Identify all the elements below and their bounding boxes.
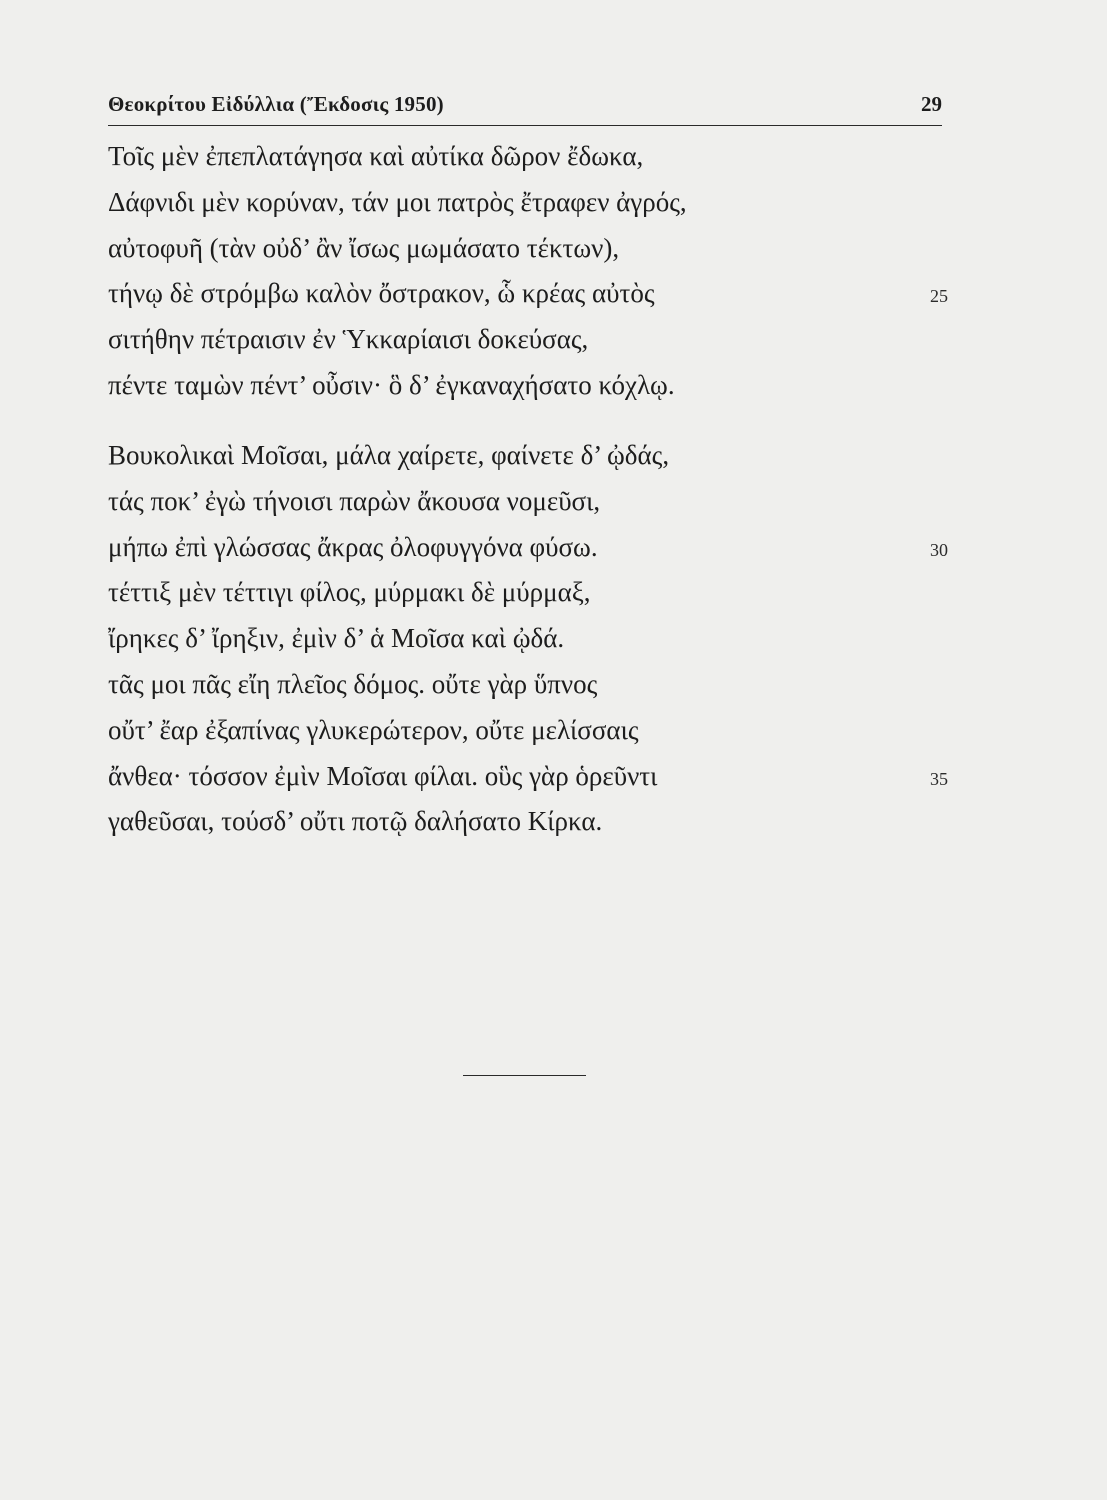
- verse-text: οὔτ’ ἔαρ ἐξαπίνας γλυκερώτερον, οὔτε μελίσσαις: [108, 714, 639, 745]
- verse-line: [108, 226, 948, 272]
- verse-line: [108, 616, 948, 662]
- verse-text: Δάφνιδι μὲν κορύναν, τάν μοι πατρὸς ἔτραφεν ἀγρός,: [108, 186, 687, 217]
- verse-line: [108, 570, 948, 616]
- line-number: 30: [930, 539, 948, 560]
- verse-text: ἄνθεα· τόσσον ἐμὶν Μοῖσαι φίλαι. οὓς γὰρ ὁρεῦντι: [108, 760, 658, 791]
- verse-text: γαθεῦσαι, τούσδ’ οὔτι ποτῷ δαλήσατο Κίρκα.: [108, 806, 603, 837]
- verse-text: ἴρηκες δ’ ἴρηξιν, ἐμὶν δ’ ἁ Μοῖσα καὶ ᾠδά.: [108, 623, 565, 654]
- header-rule: [108, 125, 942, 126]
- verse-line: [108, 271, 948, 317]
- verse-line: [108, 799, 948, 845]
- verse-text: σιτήθην πέτραισιν ἐν Ὑκκαρίαισι δοκεύσας,: [108, 324, 589, 355]
- verse-text: τέττιξ μὲν τέττιγι φίλος, μύρμακι δὲ μύρμαξ,: [108, 577, 591, 608]
- verse-line: [108, 525, 948, 571]
- verse-text: πέντε ταμὼν πέντ’ οὖσιν· ὃ δ’ ἐγκαναχήσατο κόχλῳ.: [108, 369, 675, 400]
- verse-line: [108, 754, 948, 800]
- verse-line: [108, 180, 948, 226]
- page-header: [108, 92, 942, 122]
- stanza-1: [108, 134, 948, 409]
- page-number: 29: [921, 92, 942, 116]
- verse-line: [108, 708, 948, 754]
- verse-text: μήπω ἐπὶ γλώσσας ἄκρας ὀλοφυγγόνα φύσω.: [108, 531, 598, 562]
- line-number: 35: [930, 768, 948, 789]
- running-title: Θεοκρίτου Εἰδύλλια (Ἔκδοσις 1950): [108, 92, 444, 116]
- verse-line: [108, 479, 948, 525]
- verse-line: [108, 317, 948, 363]
- verse-text: τᾶς μοι πᾶς εἴη πλεῖος δόμος. οὔτε γὰρ ὕπνος: [108, 668, 598, 699]
- verse-line: [108, 433, 948, 479]
- verse-line: [108, 134, 948, 180]
- section-end-rule: [463, 1075, 586, 1076]
- verse-line: [108, 662, 948, 708]
- verse-text: Βουκολικαὶ Μοῖσαι, μάλα χαίρετε, φαίνετε δ’ ᾠδάς,: [108, 440, 670, 470]
- verse-text: τήνῳ δὲ στρόμβω καλὸν ὄστρακον, ὧ κρέας αὐτὸς: [108, 278, 655, 309]
- stanza-2: [108, 433, 948, 845]
- verse-text: Τοῖς μὲν ἐπεπλατάγησα καὶ αὐτίκα δῶρον ἔδωκα,: [108, 141, 644, 171]
- verse-text: τάς ποκ’ ἐγὼ τήνοισι παρὼν ἄκουσα νομεῦσι,: [108, 485, 601, 516]
- verse-line: [108, 363, 948, 409]
- line-number: 25: [930, 286, 948, 307]
- verse-text: αὐτοφυῆ (τὰν οὐδ’ ἂν ἴσως μωμάσατο τέκτων),: [108, 232, 620, 263]
